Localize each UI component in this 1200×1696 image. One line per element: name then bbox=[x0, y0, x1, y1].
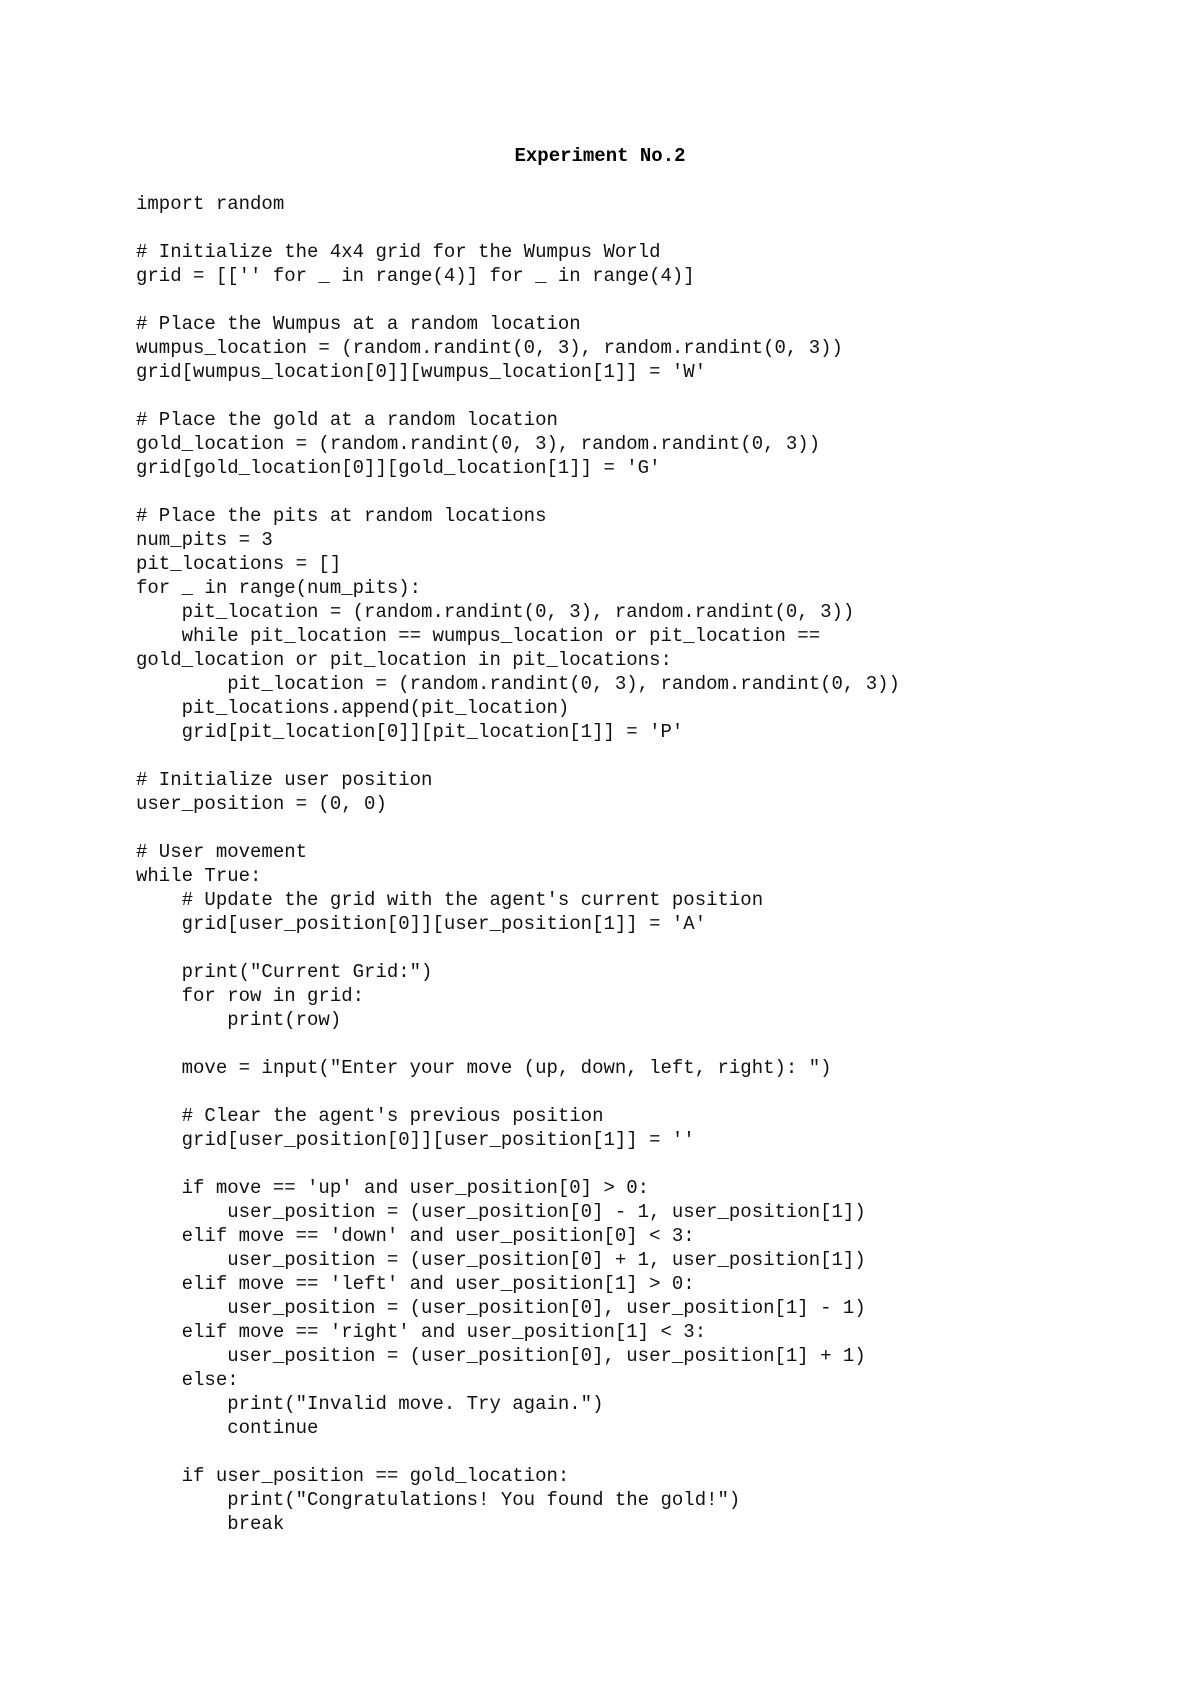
code-line: pit_locations.append(pit_location) bbox=[136, 697, 570, 719]
code-line: elif move == 'right' and user_position[1] < 3: bbox=[136, 1321, 707, 1343]
code-line: if user_position == gold_location: bbox=[136, 1465, 570, 1487]
code-line: import random bbox=[136, 193, 285, 215]
code-line: elif move == 'down' and user_position[0] < 3: bbox=[136, 1225, 695, 1247]
code-line: pit_location = (random.randint(0, 3), random.randint(0, 3)) bbox=[136, 601, 855, 623]
code-line: user_position = (user_position[0] + 1, user_position[1]) bbox=[136, 1249, 866, 1271]
code-line: gold_location or pit_location in pit_locations: bbox=[136, 649, 672, 671]
code-line bbox=[136, 480, 900, 504]
code-line: # Clear the agent's previous position bbox=[136, 1105, 604, 1127]
code-line: user_position = (user_position[0] - 1, user_position[1]) bbox=[136, 1201, 866, 1223]
code-line: # Place the Wumpus at a random location bbox=[136, 313, 581, 335]
code-line bbox=[136, 1032, 900, 1056]
code-line: pit_locations = [] bbox=[136, 553, 342, 575]
code-line: grid[gold_location[0]][gold_location[1]] = 'G' bbox=[136, 457, 661, 479]
code-line: for row in grid: bbox=[136, 985, 365, 1007]
code-line bbox=[136, 744, 900, 768]
code-line: user_position = (user_position[0], user_position[1] - 1) bbox=[136, 1297, 866, 1319]
code-block bbox=[136, 192, 900, 1536]
code-line: # User movement bbox=[136, 841, 308, 863]
code-line: elif move == 'left' and user_position[1] > 0: bbox=[136, 1273, 695, 1295]
code-line: for _ in range(num_pits): bbox=[136, 577, 422, 599]
code-line: print("Current Grid:") bbox=[136, 961, 433, 983]
code-line bbox=[136, 288, 900, 312]
code-line: grid[user_position[0]][user_position[1]] = 'A' bbox=[136, 913, 707, 935]
code-line bbox=[136, 216, 900, 240]
code-line bbox=[136, 936, 900, 960]
code-line: grid[user_position[0]][user_position[1]] = '' bbox=[136, 1129, 695, 1151]
code-line: print("Invalid move. Try again.") bbox=[136, 1393, 604, 1415]
code-line: break bbox=[136, 1513, 285, 1535]
code-line: move = input("Enter your move (up, down, left, right): ") bbox=[136, 1057, 832, 1079]
code-line: user_position = (user_position[0], user_position[1] + 1) bbox=[136, 1345, 866, 1367]
code-line: grid = [['' for _ in range(4)] for _ in range(4)] bbox=[136, 265, 695, 287]
code-line: user_position = (0, 0) bbox=[136, 793, 387, 815]
code-line bbox=[136, 1080, 900, 1104]
code-line: wumpus_location = (random.randint(0, 3), random.randint(0, 3)) bbox=[136, 337, 843, 359]
code-line: # Place the pits at random locations bbox=[136, 505, 547, 527]
code-line: # Initialize the 4x4 grid for the Wumpus World bbox=[136, 241, 661, 263]
code-line bbox=[136, 1152, 900, 1176]
code-line: grid[wumpus_location[0]][wumpus_location[1]] = 'W' bbox=[136, 361, 707, 383]
code-line bbox=[136, 1440, 900, 1464]
code-line: # Initialize user position bbox=[136, 769, 433, 791]
code-line: gold_location = (random.randint(0, 3), random.randint(0, 3)) bbox=[136, 433, 821, 455]
code-line: else: bbox=[136, 1369, 239, 1391]
code-line: num_pits = 3 bbox=[136, 529, 273, 551]
code-line: while pit_location == wumpus_location or pit_location == bbox=[136, 625, 821, 647]
code-line: print("Congratulations! You found the gold!") bbox=[136, 1489, 741, 1511]
code-line: while True: bbox=[136, 865, 262, 887]
code-line bbox=[136, 384, 900, 408]
code-line: pit_location = (random.randint(0, 3), random.randint(0, 3)) bbox=[136, 673, 900, 695]
code-line bbox=[136, 816, 900, 840]
code-line: # Place the gold at a random location bbox=[136, 409, 558, 431]
code-line: continue bbox=[136, 1417, 319, 1439]
code-line: # Update the grid with the agent's current position bbox=[136, 889, 764, 911]
document-title: Experiment No.2 bbox=[514, 145, 686, 167]
code-line: print(row) bbox=[136, 1009, 342, 1031]
code-line: grid[pit_location[0]][pit_location[1]] = 'P' bbox=[136, 721, 684, 743]
code-line: if move == 'up' and user_position[0] > 0: bbox=[136, 1177, 650, 1199]
